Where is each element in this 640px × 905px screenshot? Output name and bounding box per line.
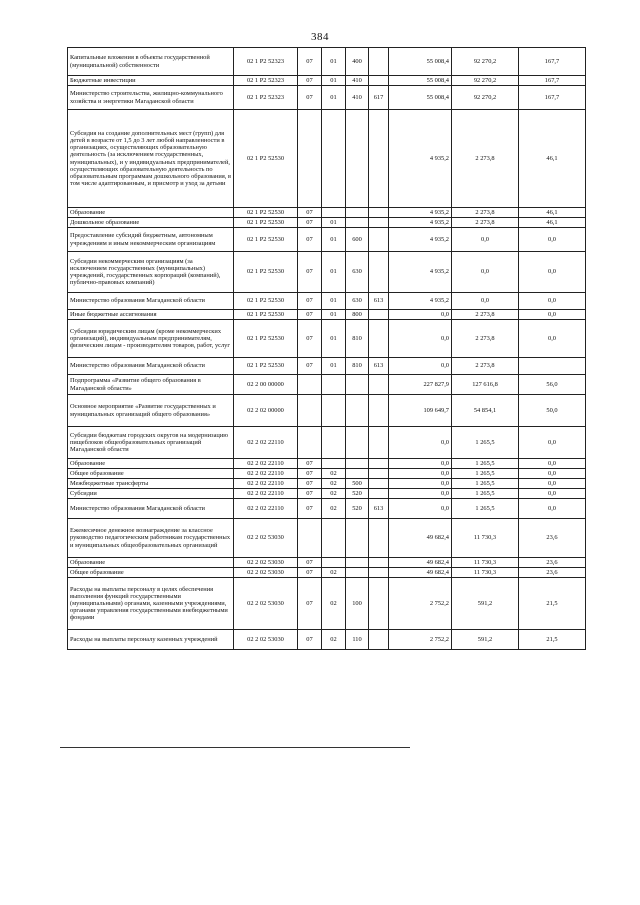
- row-subsection: 02: [322, 568, 346, 578]
- row-name: Министерство образования Магаданской области: [68, 358, 234, 375]
- row-name: Межбюджетные трансферты: [68, 479, 234, 489]
- row-section: 07: [298, 320, 322, 358]
- row-target-code: 02 2 02 53030: [234, 558, 298, 568]
- row-plan-amount: 0,0: [389, 469, 452, 479]
- row-plan-amount: 0,0: [389, 358, 452, 375]
- row-expense-type: 110: [346, 630, 369, 650]
- row-actual-amount: 1 265,5: [452, 459, 519, 469]
- row-actual-amount: 54 854,1: [452, 395, 519, 427]
- row-subsection: [322, 459, 346, 469]
- row-expense-type: [346, 218, 369, 228]
- row-target-code: 02 1 P2 52530: [234, 293, 298, 310]
- row-admin-code: [369, 479, 389, 489]
- row-section: [298, 427, 322, 459]
- row-actual-amount: 2 273,8: [452, 110, 519, 208]
- row-expense-type: 810: [346, 320, 369, 358]
- table-row: [68, 479, 586, 489]
- table-row: [68, 630, 586, 650]
- footer-rule: [60, 747, 410, 748]
- row-subsection: [322, 375, 346, 395]
- row-percent: 0,0: [519, 459, 586, 469]
- row-name: Подпрограмма «Развитие общего образования в Магаданской области»: [68, 375, 234, 395]
- row-actual-amount: 591,2: [452, 578, 519, 630]
- row-admin-code: [369, 320, 389, 358]
- row-actual-amount: 2 273,8: [452, 218, 519, 228]
- row-actual-amount: 1 265,5: [452, 479, 519, 489]
- row-expense-type: 810: [346, 358, 369, 375]
- row-section: 07: [298, 358, 322, 375]
- row-target-code: 02 2 02 22110: [234, 469, 298, 479]
- row-expense-type: [346, 208, 369, 218]
- row-expense-type: [346, 427, 369, 459]
- row-admin-code: [369, 568, 389, 578]
- row-subsection: 01: [322, 76, 346, 86]
- row-plan-amount: 4 935,2: [389, 293, 452, 310]
- row-plan-amount: 55 008,4: [389, 76, 452, 86]
- row-actual-amount: 591,2: [452, 630, 519, 650]
- row-name: Субсидии юридическим лицам (кроме некоммерческих организаций), индивидуальным предпринимателям, физическим лицам - производителям товаров, работ, услуг: [68, 320, 234, 358]
- table-body: [68, 48, 586, 650]
- row-name: Бюджетные инвестиции: [68, 76, 234, 86]
- table-row: [68, 499, 586, 519]
- row-admin-code: [369, 459, 389, 469]
- table-row: [68, 218, 586, 228]
- row-name: Субсидии: [68, 489, 234, 499]
- table-row: [68, 578, 586, 630]
- row-percent: 0,0: [519, 427, 586, 459]
- row-plan-amount: 55 008,4: [389, 86, 452, 110]
- row-expense-type: [346, 568, 369, 578]
- row-percent: 167,7: [519, 86, 586, 110]
- row-percent: 46,1: [519, 110, 586, 208]
- row-admin-code: [369, 489, 389, 499]
- table-row: [68, 427, 586, 459]
- row-percent: 0,0: [519, 499, 586, 519]
- row-name: Министерство образования Магаданской области: [68, 293, 234, 310]
- row-percent: 50,0: [519, 395, 586, 427]
- row-section: 07: [298, 459, 322, 469]
- row-section: 07: [298, 293, 322, 310]
- row-actual-amount: 92 270,2: [452, 48, 519, 76]
- row-percent: 46,1: [519, 218, 586, 228]
- row-plan-amount: 0,0: [389, 310, 452, 320]
- row-name: Образование: [68, 459, 234, 469]
- row-expense-type: 410: [346, 86, 369, 110]
- table-row: [68, 568, 586, 578]
- row-expense-type: [346, 395, 369, 427]
- row-section: 07: [298, 252, 322, 293]
- row-admin-code: [369, 228, 389, 252]
- row-target-code: 02 1 P2 52530: [234, 218, 298, 228]
- row-name: Основное мероприятие «Развитие государственных и муниципальных организаций общего образования»: [68, 395, 234, 427]
- row-percent: 23,6: [519, 568, 586, 578]
- row-plan-amount: 49 682,4: [389, 519, 452, 558]
- row-subsection: 01: [322, 228, 346, 252]
- row-subsection: 01: [322, 252, 346, 293]
- row-section: 07: [298, 558, 322, 568]
- table-row: [68, 489, 586, 499]
- row-percent: 0,0: [519, 252, 586, 293]
- row-target-code: 02 2 00 00000: [234, 375, 298, 395]
- row-admin-code: [369, 252, 389, 293]
- row-section: 07: [298, 86, 322, 110]
- row-name: Ежемесячное денежное вознаграждение за классное руководство педагогическим работникам государственных и муниципальных общеобразовательных организаций: [68, 519, 234, 558]
- row-admin-code: [369, 395, 389, 427]
- row-plan-amount: 4 935,2: [389, 218, 452, 228]
- row-subsection: 01: [322, 358, 346, 375]
- row-actual-amount: 1 265,5: [452, 469, 519, 479]
- row-actual-amount: 92 270,2: [452, 86, 519, 110]
- row-target-code: 02 2 02 53030: [234, 519, 298, 558]
- row-expense-type: 520: [346, 499, 369, 519]
- budget-table: [67, 47, 586, 650]
- row-target-code: 02 2 02 22110: [234, 489, 298, 499]
- row-percent: 23,6: [519, 558, 586, 568]
- row-plan-amount: 0,0: [389, 320, 452, 358]
- row-subsection: [322, 519, 346, 558]
- row-actual-amount: 2 273,8: [452, 208, 519, 218]
- row-section: 07: [298, 630, 322, 650]
- table-row: [68, 358, 586, 375]
- row-actual-amount: 11 730,3: [452, 558, 519, 568]
- row-plan-amount: 4 935,2: [389, 228, 452, 252]
- row-expense-type: [346, 558, 369, 568]
- row-target-code: 02 1 P2 52530: [234, 358, 298, 375]
- row-target-code: 02 2 02 22110: [234, 459, 298, 469]
- row-target-code: 02 1 P2 52530: [234, 110, 298, 208]
- row-name: Капитальные вложения в объекты государственной (муниципальной) собственности: [68, 48, 234, 76]
- row-expense-type: 400: [346, 48, 369, 76]
- row-subsection: 02: [322, 630, 346, 650]
- row-actual-amount: 92 270,2: [452, 76, 519, 86]
- table-row: [68, 469, 586, 479]
- row-percent: 0,0: [519, 293, 586, 310]
- row-plan-amount: 0,0: [389, 427, 452, 459]
- row-name: Общее образование: [68, 568, 234, 578]
- row-subsection: 01: [322, 320, 346, 358]
- row-subsection: 02: [322, 578, 346, 630]
- row-plan-amount: 4 935,2: [389, 110, 452, 208]
- row-section: 07: [298, 208, 322, 218]
- row-expense-type: 520: [346, 489, 369, 499]
- row-name: Субсидии бюджетам городских округов на модернизацию пищеблоков общеобразовательных организаций Магаданской области: [68, 427, 234, 459]
- row-percent: 46,1: [519, 208, 586, 218]
- table-row: [68, 558, 586, 568]
- row-target-code: 02 2 02 53030: [234, 568, 298, 578]
- row-expense-type: [346, 110, 369, 208]
- row-admin-code: [369, 630, 389, 650]
- row-plan-amount: 49 682,4: [389, 568, 452, 578]
- row-subsection: 01: [322, 310, 346, 320]
- row-subsection: [322, 395, 346, 427]
- table-row: [68, 519, 586, 558]
- row-section: 07: [298, 479, 322, 489]
- table-row: [68, 228, 586, 252]
- row-section: [298, 110, 322, 208]
- row-name: Субсидии некоммерческим организациям (за исключением государственных (муниципальных) учреждений, государственных корпораций (компаний), публично-правовых компаний): [68, 252, 234, 293]
- row-target-code: 02 2 02 22110: [234, 499, 298, 519]
- row-name: Образование: [68, 208, 234, 218]
- row-admin-code: 613: [369, 499, 389, 519]
- table-row: [68, 252, 586, 293]
- row-percent: 0,0: [519, 228, 586, 252]
- row-name: Образование: [68, 558, 234, 568]
- row-name: Министерство образования Магаданской области: [68, 499, 234, 519]
- row-percent: 21,5: [519, 578, 586, 630]
- row-target-code: 02 1 P2 52323: [234, 48, 298, 76]
- row-expense-type: 630: [346, 252, 369, 293]
- row-section: 07: [298, 48, 322, 76]
- row-actual-amount: 0,0: [452, 293, 519, 310]
- row-name: Министерство строительства, жилищно-коммунального хозяйства и энергетики Магаданской области: [68, 86, 234, 110]
- row-subsection: [322, 558, 346, 568]
- row-percent: 23,6: [519, 519, 586, 558]
- row-name: Расходы на выплаты персоналу казенных учреждений: [68, 630, 234, 650]
- row-target-code: 02 2 02 22110: [234, 479, 298, 489]
- row-percent: 167,7: [519, 48, 586, 76]
- row-subsection: [322, 110, 346, 208]
- row-admin-code: 613: [369, 293, 389, 310]
- row-section: 07: [298, 469, 322, 479]
- row-admin-code: [369, 519, 389, 558]
- row-actual-amount: 127 616,8: [452, 375, 519, 395]
- row-subsection: 01: [322, 86, 346, 110]
- row-admin-code: [369, 427, 389, 459]
- row-admin-code: [369, 469, 389, 479]
- row-plan-amount: 0,0: [389, 499, 452, 519]
- table-row: [68, 395, 586, 427]
- row-actual-amount: 11 730,3: [452, 568, 519, 578]
- row-percent: 0,0: [519, 320, 586, 358]
- row-target-code: 02 1 P2 52530: [234, 310, 298, 320]
- row-plan-amount: 0,0: [389, 459, 452, 469]
- row-section: 07: [298, 228, 322, 252]
- row-percent: 0,0: [519, 310, 586, 320]
- row-admin-code: [369, 375, 389, 395]
- row-expense-type: 410: [346, 76, 369, 86]
- table-row: [68, 375, 586, 395]
- row-target-code: 02 1 P2 52530: [234, 208, 298, 218]
- row-admin-code: [369, 208, 389, 218]
- row-name: Иные бюджетные ассигнования: [68, 310, 234, 320]
- row-section: [298, 519, 322, 558]
- row-subsection: [322, 208, 346, 218]
- row-name: Субсидия на создание дополнительных мест (групп) для детей в возрасте от 1,5 до 3 лет любой направленности в организациях, осуществляющих образовательную деятельность (за исключением государственных, муниципальных), и у индивидуальных предпринимателей, осуществляющих образовательную деятельность по образовательным программам дошкольного образования, в том числе адаптированным, и присмотр и уход за детьми: [68, 110, 234, 208]
- table-row: [68, 86, 586, 110]
- row-subsection: 01: [322, 218, 346, 228]
- row-plan-amount: 4 935,2: [389, 208, 452, 218]
- row-admin-code: [369, 48, 389, 76]
- row-actual-amount: 2 273,8: [452, 310, 519, 320]
- row-name: Общее образование: [68, 469, 234, 479]
- row-section: 07: [298, 310, 322, 320]
- row-target-code: 02 1 P2 52530: [234, 228, 298, 252]
- row-expense-type: [346, 469, 369, 479]
- row-plan-amount: 0,0: [389, 479, 452, 489]
- row-section: [298, 375, 322, 395]
- row-name: Расходы на выплаты персоналу в целях обеспечения выполнения функций государственными (муниципальными) органами, казенными учреждениями, органами управления государственными внебюджетными фондами: [68, 578, 234, 630]
- row-expense-type: 600: [346, 228, 369, 252]
- row-plan-amount: 109 649,7: [389, 395, 452, 427]
- row-section: 07: [298, 499, 322, 519]
- table-row: [68, 293, 586, 310]
- row-subsection: 02: [322, 489, 346, 499]
- row-plan-amount: 49 682,4: [389, 558, 452, 568]
- table-row: [68, 76, 586, 86]
- row-expense-type: 800: [346, 310, 369, 320]
- row-admin-code: 613: [369, 358, 389, 375]
- row-admin-code: [369, 218, 389, 228]
- row-section: 07: [298, 578, 322, 630]
- row-subsection: 01: [322, 293, 346, 310]
- row-percent: 56,0: [519, 375, 586, 395]
- row-subsection: 02: [322, 469, 346, 479]
- row-actual-amount: 11 730,3: [452, 519, 519, 558]
- row-subsection: 02: [322, 499, 346, 519]
- row-admin-code: [369, 110, 389, 208]
- row-expense-type: 100: [346, 578, 369, 630]
- row-expense-type: 500: [346, 479, 369, 489]
- row-section: 07: [298, 218, 322, 228]
- table-row: [68, 48, 586, 76]
- row-admin-code: [369, 578, 389, 630]
- row-expense-type: [346, 459, 369, 469]
- row-admin-code: [369, 558, 389, 568]
- row-percent: 21,5: [519, 630, 586, 650]
- table-row: [68, 459, 586, 469]
- row-actual-amount: 1 265,5: [452, 427, 519, 459]
- row-percent: [519, 358, 586, 375]
- row-plan-amount: 2 752,2: [389, 630, 452, 650]
- row-target-code: 02 2 02 53030: [234, 578, 298, 630]
- table-row: [68, 310, 586, 320]
- page-number: 384: [311, 31, 329, 43]
- row-section: 07: [298, 568, 322, 578]
- row-target-code: 02 2 02 22110: [234, 427, 298, 459]
- row-actual-amount: 0,0: [452, 252, 519, 293]
- row-expense-type: [346, 375, 369, 395]
- row-target-code: 02 2 02 53030: [234, 630, 298, 650]
- row-percent: 0,0: [519, 489, 586, 499]
- row-plan-amount: 227 827,9: [389, 375, 452, 395]
- row-actual-amount: 2 273,8: [452, 320, 519, 358]
- row-target-code: 02 1 P2 52323: [234, 86, 298, 110]
- row-section: 07: [298, 76, 322, 86]
- row-target-code: 02 2 02 00000: [234, 395, 298, 427]
- row-actual-amount: 1 265,5: [452, 489, 519, 499]
- row-admin-code: [369, 76, 389, 86]
- row-section: [298, 395, 322, 427]
- table-row: [68, 320, 586, 358]
- row-subsection: [322, 427, 346, 459]
- row-expense-type: 630: [346, 293, 369, 310]
- row-admin-code: [369, 310, 389, 320]
- row-plan-amount: 55 008,4: [389, 48, 452, 76]
- row-name: Предоставление субсидий бюджетным, автономным учреждениям и иным некоммерческим организациям: [68, 228, 234, 252]
- row-admin-code: 617: [369, 86, 389, 110]
- row-target-code: 02 1 P2 52530: [234, 320, 298, 358]
- row-expense-type: [346, 519, 369, 558]
- row-actual-amount: 2 273,8: [452, 358, 519, 375]
- row-section: 07: [298, 489, 322, 499]
- row-target-code: 02 1 P2 52323: [234, 76, 298, 86]
- row-percent: 0,0: [519, 469, 586, 479]
- row-plan-amount: 4 935,2: [389, 252, 452, 293]
- row-percent: 167,7: [519, 76, 586, 86]
- table-row: [68, 208, 586, 218]
- row-actual-amount: 1 265,5: [452, 499, 519, 519]
- row-plan-amount: 0,0: [389, 489, 452, 499]
- row-plan-amount: 2 752,2: [389, 578, 452, 630]
- row-target-code: 02 1 P2 52530: [234, 252, 298, 293]
- row-name: Дошкольное образование: [68, 218, 234, 228]
- table-row: [68, 110, 586, 208]
- row-actual-amount: 0,0: [452, 228, 519, 252]
- row-subsection: 02: [322, 479, 346, 489]
- row-subsection: 01: [322, 48, 346, 76]
- row-percent: 0,0: [519, 479, 586, 489]
